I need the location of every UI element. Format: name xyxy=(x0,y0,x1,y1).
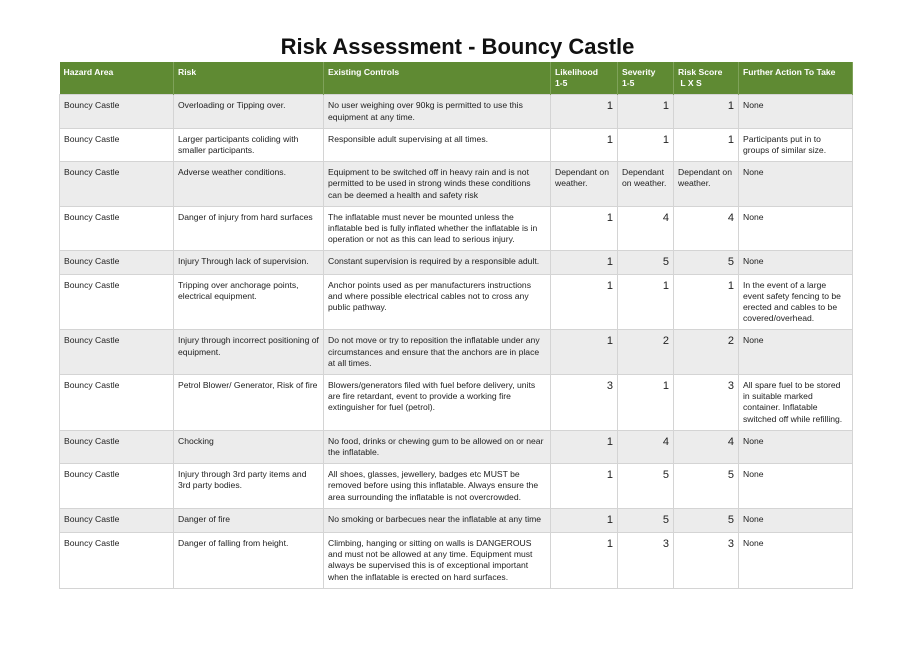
table-cell: Injury Through lack of supervision. xyxy=(174,251,324,274)
column-header: Existing Controls xyxy=(324,62,551,95)
table-cell: All shoes, glasses, jewellery, badges etc MUST be removed before using this inflatable. Always ensure the area surrounding the inflatable is not overcrowded. xyxy=(324,464,551,509)
table-cell: Injury through 3rd party items and 3rd party bodies. xyxy=(174,464,324,509)
table-cell: Bouncy Castle xyxy=(60,532,174,588)
table-cell: None xyxy=(739,330,853,375)
table-cell: No food, drinks or chewing gum to be allowed on or near the inflatable. xyxy=(324,430,551,463)
table-cell: 1 xyxy=(618,274,674,330)
risk-table xyxy=(59,62,853,589)
table-cell: Overloading or Tipping over. xyxy=(174,95,324,128)
table-cell: All spare fuel to be stored in suitable marked container. Inflatable switched off while refilling. xyxy=(739,375,853,431)
table-cell: 1 xyxy=(551,95,618,128)
table-row xyxy=(60,330,853,375)
table-cell: 3 xyxy=(674,375,739,431)
table-cell: Climbing, hanging or sitting on walls is DANGEROUS and must not be allowed at any time. Equipment must always be supervised this is of exceptional important when the inflatable is erected on hard surfaces. xyxy=(324,532,551,588)
table-cell: 1 xyxy=(551,330,618,375)
table-cell: 1 xyxy=(551,464,618,509)
table-row xyxy=(60,251,853,274)
table-cell: Injury through incorrect positioning of equipment. xyxy=(174,330,324,375)
table-cell: 1 xyxy=(551,274,618,330)
table-cell: None xyxy=(739,508,853,532)
page-title: Risk Assessment - Bouncy Castle xyxy=(280,34,635,59)
table-cell: 5 xyxy=(674,508,739,532)
table-cell: 3 xyxy=(674,532,739,588)
table-cell: No user weighing over 90kg is permitted to use this equipment at any time. xyxy=(324,95,551,128)
column-header: Risk xyxy=(174,62,324,95)
table-cell: Bouncy Castle xyxy=(60,95,174,128)
table-cell: Responsible adult supervising at all times. xyxy=(324,128,551,161)
table-cell: 5 xyxy=(618,464,674,509)
table-cell: Danger of injury from hard surfaces xyxy=(174,206,324,251)
table-cell: Bouncy Castle xyxy=(60,206,174,251)
table-cell: Bouncy Castle xyxy=(60,375,174,431)
table-cell: Dependant on weather. xyxy=(618,162,674,207)
table-cell: Anchor points used as per manufacturers instructions and where possible electrical cables not to cross any public pathway. xyxy=(324,274,551,330)
table-cell: 2 xyxy=(674,330,739,375)
table-cell: 4 xyxy=(618,206,674,251)
table-cell: 1 xyxy=(618,95,674,128)
table-cell: 1 xyxy=(551,128,618,161)
column-header: Hazard Area xyxy=(60,62,174,95)
table-cell: 2 xyxy=(618,330,674,375)
table-cell: Participants put in to groups of similar size. xyxy=(739,128,853,161)
table-cell: Bouncy Castle xyxy=(60,464,174,509)
table-cell: The inflatable must never be mounted unless the inflatable bed is fully inflated whether the inflatable is in operation or not as this can lead to serious injury. xyxy=(324,206,551,251)
table-row xyxy=(60,274,853,330)
table-cell: 3 xyxy=(618,532,674,588)
table-row xyxy=(60,162,853,207)
table-cell: Bouncy Castle xyxy=(60,162,174,207)
table-row xyxy=(60,375,853,431)
table-cell: 1 xyxy=(551,430,618,463)
column-header: Further Action To Take xyxy=(739,62,853,95)
table-cell: Larger participants coliding with smaller participants. xyxy=(174,128,324,161)
table-cell: Bouncy Castle xyxy=(60,274,174,330)
table-row xyxy=(60,206,853,251)
table-cell: Bouncy Castle xyxy=(60,251,174,274)
table-row xyxy=(60,464,853,509)
table-cell: Adverse weather conditions. xyxy=(174,162,324,207)
column-header: Risk Score L X S xyxy=(674,62,739,95)
table-cell: None xyxy=(739,464,853,509)
table-cell: None xyxy=(739,95,853,128)
table-cell: None xyxy=(739,251,853,274)
table-cell: None xyxy=(739,430,853,463)
table-cell: Chocking xyxy=(174,430,324,463)
table-cell: 1 xyxy=(618,375,674,431)
table-cell: Bouncy Castle xyxy=(60,430,174,463)
column-header: Likelihood 1-5 xyxy=(551,62,618,95)
table-cell: None xyxy=(739,532,853,588)
table-cell: Do not move or try to reposition the inflatable under any circumstances and ensure that the anchors are in place at all times. xyxy=(324,330,551,375)
table-cell: No smoking or barbecues near the inflatable at any time xyxy=(324,508,551,532)
table-cell: Bouncy Castle xyxy=(60,128,174,161)
table-cell: 5 xyxy=(618,508,674,532)
table-cell: 1 xyxy=(551,206,618,251)
table-cell: Petrol Blower/ Generator, Risk of fire xyxy=(174,375,324,431)
table-row xyxy=(60,95,853,128)
table-row xyxy=(60,532,853,588)
table-cell: 1 xyxy=(551,532,618,588)
table-cell: 1 xyxy=(674,128,739,161)
table-cell: None xyxy=(739,206,853,251)
table-cell: 1 xyxy=(674,95,739,128)
table-cell: Bouncy Castle xyxy=(60,330,174,375)
table-cell: 5 xyxy=(674,464,739,509)
table-cell: In the event of a large event safety fencing to be erected and cables to be covered/overhead. xyxy=(739,274,853,330)
table-cell: Equipment to be switched off in heavy rain and is not permitted to be used in strong winds these conditions can be deemed a health and safety risk xyxy=(324,162,551,207)
table-cell: Blowers/generators filed with fuel before delivery, units are fire retardant, event to provide a working fire extinguisher for fuel (petrol). xyxy=(324,375,551,431)
table-cell: Bouncy Castle xyxy=(60,508,174,532)
table-cell: Dependant on weather. xyxy=(674,162,739,207)
table-cell: 1 xyxy=(618,128,674,161)
table-cell: None xyxy=(739,162,853,207)
table-cell: 1 xyxy=(551,251,618,274)
table-row xyxy=(60,128,853,161)
table-cell: Dependant on weather. xyxy=(551,162,618,207)
table-cell: 1 xyxy=(551,508,618,532)
table-cell: 5 xyxy=(674,251,739,274)
table-cell: Danger of fire xyxy=(174,508,324,532)
table-cell: 4 xyxy=(674,206,739,251)
table-header xyxy=(60,62,853,95)
table-cell: Tripping over anchorage points, electrical equipment. xyxy=(174,274,324,330)
column-header: Severity 1-5 xyxy=(618,62,674,95)
table-cell: 1 xyxy=(674,274,739,330)
table-row xyxy=(60,508,853,532)
table-cell: 4 xyxy=(674,430,739,463)
table-cell: 5 xyxy=(618,251,674,274)
table-cell: Danger of falling from height. xyxy=(174,532,324,588)
table-row xyxy=(60,430,853,463)
table-cell: Constant supervision is required by a responsible adult. xyxy=(324,251,551,274)
table-cell: 3 xyxy=(551,375,618,431)
table-cell: 4 xyxy=(618,430,674,463)
